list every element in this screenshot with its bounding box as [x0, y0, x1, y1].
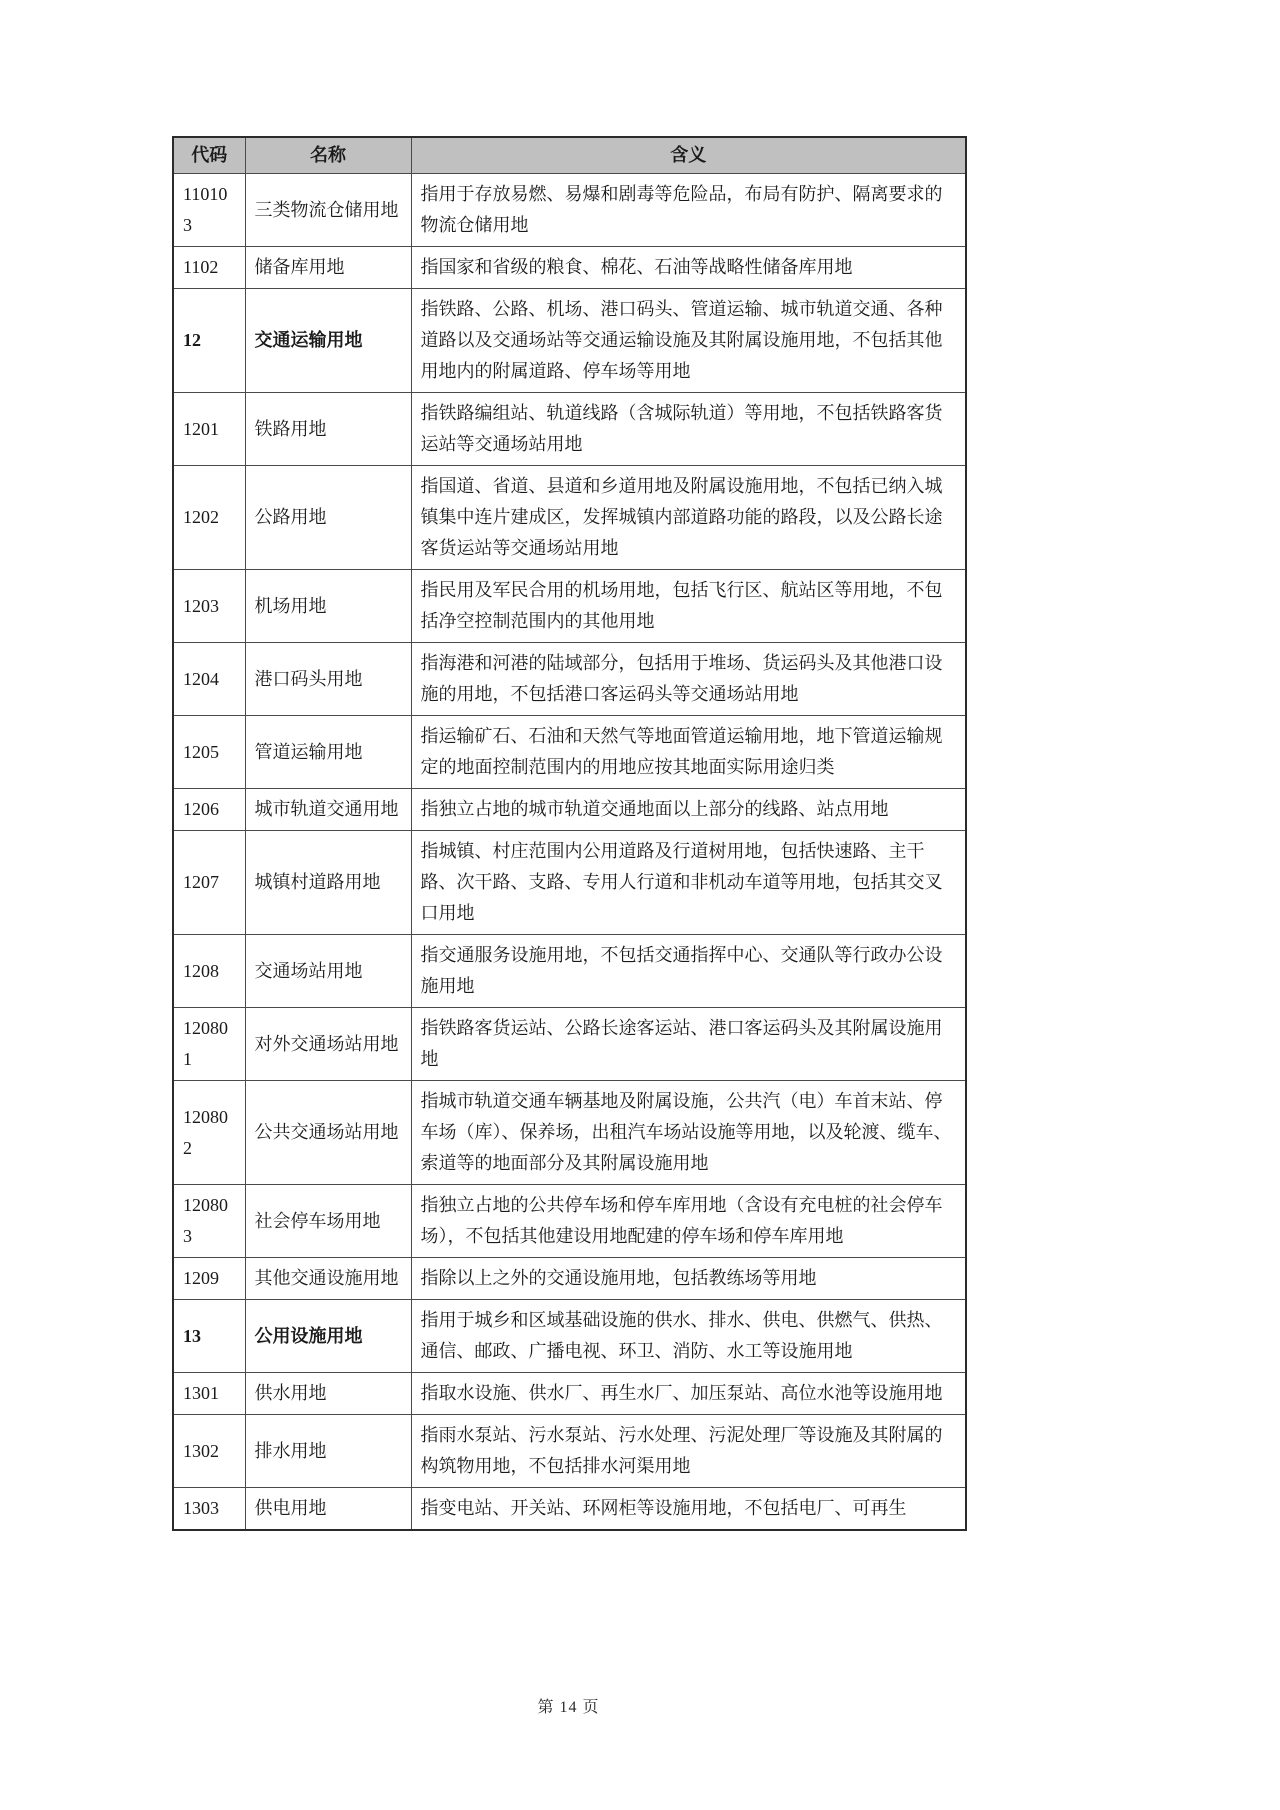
table-row — [173, 716, 966, 789]
cell-meaning: 指铁路客货运站、公路长途客运站、港口客运码头及其附属设施用地 — [411, 1008, 966, 1081]
cell-code: 1203 — [173, 570, 245, 643]
cell-meaning: 指用于存放易燃、易爆和剧毒等危险品，布局有防护、隔离要求的物流仓储用地 — [411, 174, 966, 247]
cell-name: 管道运输用地 — [245, 716, 411, 789]
table-row — [173, 570, 966, 643]
table-row — [173, 1373, 966, 1415]
cell-name: 其他交通设施用地 — [245, 1258, 411, 1300]
cell-code: 1205 — [173, 716, 245, 789]
cell-meaning: 指铁路编组站、轨道线路（含城际轨道）等用地，不包括铁路客货运站等交通场站用地 — [411, 393, 966, 466]
cell-meaning: 指国道、省道、县道和乡道用地及附属设施用地，不包括已纳入城镇集中连片建成区，发挥城镇内部道路功能的路段，以及公路长途客货运站等交通场站用地 — [411, 466, 966, 570]
table-row — [173, 789, 966, 831]
cell-name: 公用设施用地 — [245, 1300, 411, 1373]
cell-code: 1202 — [173, 466, 245, 570]
table-row — [173, 174, 966, 247]
cell-name: 供电用地 — [245, 1488, 411, 1531]
table-row — [173, 289, 966, 393]
cell-name: 铁路用地 — [245, 393, 411, 466]
cell-name: 城镇村道路用地 — [245, 831, 411, 935]
cell-name: 三类物流仓储用地 — [245, 174, 411, 247]
cell-code: 1204 — [173, 643, 245, 716]
cell-code: 1207 — [173, 831, 245, 935]
cell-meaning: 指城市轨道交通车辆基地及附属设施，公共汽（电）车首末站、停车场（库）、保养场，出租汽车场站设施等用地，以及轮渡、缆车、索道等的地面部分及其附属设施用地 — [411, 1081, 966, 1185]
cell-meaning: 指变电站、开关站、环网柜等设施用地，不包括电厂、可再生 — [411, 1488, 966, 1531]
table-row — [173, 393, 966, 466]
cell-name: 交通场站用地 — [245, 935, 411, 1008]
cell-meaning: 指城镇、村庄范围内公用道路及行道树用地，包括快速路、主干路、次干路、支路、专用人行道和非机动车道等用地，包括其交叉口用地 — [411, 831, 966, 935]
cell-meaning: 指交通服务设施用地，不包括交通指挥中心、交通队等行政办公设施用地 — [411, 935, 966, 1008]
cell-meaning: 指除以上之外的交通设施用地，包括教练场等用地 — [411, 1258, 966, 1300]
table-row — [173, 247, 966, 289]
cell-code: 110103 — [173, 174, 245, 247]
cell-meaning: 指运输矿石、石油和天然气等地面管道运输用地，地下管道运输规定的地面控制范围内的用地应按其地面实际用途归类 — [411, 716, 966, 789]
header-cell-name: 名称 — [245, 137, 411, 174]
land-use-classification-table — [172, 136, 967, 1531]
cell-meaning: 指独立占地的公共停车场和停车库用地（含设有充电桩的社会停车场），不包括其他建设用地配建的停车场和停车库用地 — [411, 1185, 966, 1258]
cell-meaning: 指用于城乡和区域基础设施的供水、排水、供电、供燃气、供热、通信、邮政、广播电视、环卫、消防、水工等设施用地 — [411, 1300, 966, 1373]
cell-name: 港口码头用地 — [245, 643, 411, 716]
cell-code: 120802 — [173, 1081, 245, 1185]
cell-code: 1208 — [173, 935, 245, 1008]
cell-code: 120801 — [173, 1008, 245, 1081]
cell-name: 对外交通场站用地 — [245, 1008, 411, 1081]
cell-name: 交通运输用地 — [245, 289, 411, 393]
cell-code: 1209 — [173, 1258, 245, 1300]
table-header — [173, 137, 966, 174]
table-row — [173, 466, 966, 570]
cell-name: 社会停车场用地 — [245, 1185, 411, 1258]
cell-meaning: 指铁路、公路、机场、港口码头、管道运输、城市轨道交通、各种道路以及交通场站等交通运输设施及其附属设施用地，不包括其他用地内的附属道路、停车场等用地 — [411, 289, 966, 393]
cell-name: 储备库用地 — [245, 247, 411, 289]
cell-name: 机场用地 — [245, 570, 411, 643]
table-row — [173, 1415, 966, 1488]
cell-code: 12 — [173, 289, 245, 393]
header-cell-meaning: 含义 — [411, 137, 966, 174]
table-row — [173, 1081, 966, 1185]
cell-code: 1303 — [173, 1488, 245, 1531]
cell-code: 120803 — [173, 1185, 245, 1258]
cell-meaning: 指民用及军民合用的机场用地，包括飞行区、航站区等用地，不包括净空控制范围内的其他用地 — [411, 570, 966, 643]
cell-meaning: 指海港和河港的陆域部分，包括用于堆场、货运码头及其他港口设施的用地，不包括港口客运码头等交通场站用地 — [411, 643, 966, 716]
table-header-row — [173, 137, 966, 174]
table-body — [173, 174, 966, 1531]
cell-code: 1301 — [173, 1373, 245, 1415]
cell-code: 1206 — [173, 789, 245, 831]
table-row — [173, 831, 966, 935]
cell-name: 排水用地 — [245, 1415, 411, 1488]
table-row — [173, 1300, 966, 1373]
table-row — [173, 1258, 966, 1300]
cell-code: 13 — [173, 1300, 245, 1373]
cell-name: 供水用地 — [245, 1373, 411, 1415]
table-row — [173, 1488, 966, 1531]
cell-name: 公路用地 — [245, 466, 411, 570]
table-row — [173, 643, 966, 716]
cell-meaning: 指国家和省级的粮食、棉花、石油等战略性储备库用地 — [411, 247, 966, 289]
cell-code: 1201 — [173, 393, 245, 466]
cell-meaning: 指雨水泵站、污水泵站、污水处理、污泥处理厂等设施及其附属的构筑物用地，不包括排水河渠用地 — [411, 1415, 966, 1488]
cell-meaning: 指独立占地的城市轨道交通地面以上部分的线路、站点用地 — [411, 789, 966, 831]
cell-meaning: 指取水设施、供水厂、再生水厂、加压泵站、高位水池等设施用地 — [411, 1373, 966, 1415]
cell-name: 公共交通场站用地 — [245, 1081, 411, 1185]
cell-name: 城市轨道交通用地 — [245, 789, 411, 831]
cell-code: 1102 — [173, 247, 245, 289]
page-number: 第 14 页 — [537, 1699, 600, 1716]
table-row — [173, 1185, 966, 1258]
table-row — [173, 1008, 966, 1081]
table-row — [173, 935, 966, 1008]
cell-code: 1302 — [173, 1415, 245, 1488]
header-cell-code: 代码 — [173, 137, 245, 174]
